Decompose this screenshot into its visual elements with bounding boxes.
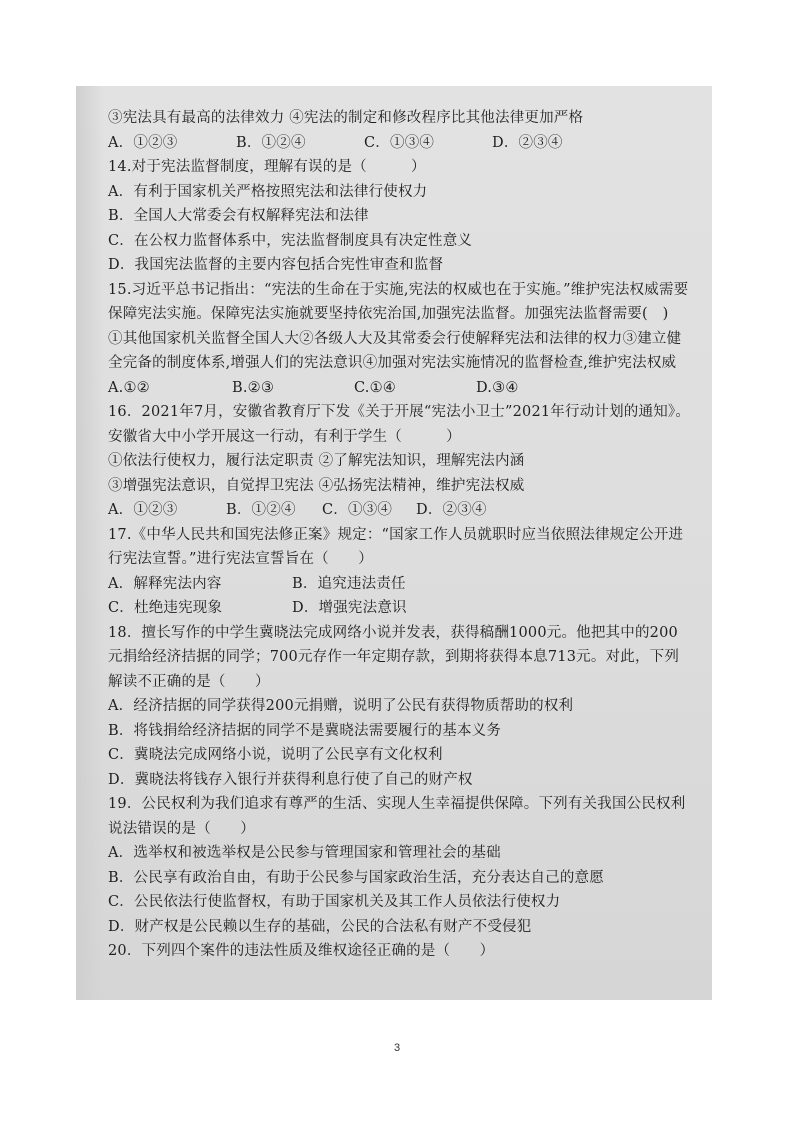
q15-statement-line-2: 全完备的制度体系,增强人们的宪法意识④加强对宪法实施情况的监督检查,维护宪法权威 [108,355,677,371]
q19-option-c: C．公民依法行使监督权，有助于国家机关及其工作人员依法行使权力 [108,894,561,910]
q19-stem-line-1: 19．公民权利为我们追求有尊严的生活、实现人生幸福提供保障。下列有关我国公民权利 [108,796,686,812]
q17-option-d: D．增强宪法意识 [292,600,407,616]
q13-option-b: B．①②④ [236,134,306,151]
q17-options-row-1 [108,572,708,597]
q17-option-b: B．追究违法责任 [292,575,406,592]
q13-option-a: A．①②③ [108,134,178,151]
q15-option-d: D.③④ [476,379,519,396]
q16-option-d: D．②③④ [416,502,487,518]
q18-option-d: D．冀晓法将钱存入银行并获得利息行使了自己的财产权 [108,771,473,788]
page-number: 3 [393,1042,401,1054]
q16-statement-line-2: ③增强宪法意识，自觉捍卫宪法 ④弘扬宪法精神，维护宪法权威 [108,477,525,494]
q16-option-a: A．①②③ [108,502,178,518]
q13-options [108,131,708,156]
q14-option-b: B．全国人大常委会有权解释宪法和法律 [108,208,369,224]
q15-options [108,376,708,401]
q13-option-c: C．①③④ [364,134,435,151]
q13-statement-line: ③宪法具有最高的法律效力 ④宪法的制定和修改程序比其他法律更加严格 [108,110,584,126]
q14-option-d: D．我国宪法监督的主要内容包括合宪性审查和监督 [108,257,444,273]
q16-statement-line-1: ①依法行使权力，履行法定职责 ②了解宪法知识，理解宪法内涵 [108,453,525,469]
q17-stem-line-2: 行宪法宣誓。”进行宪法宣誓旨在（ ） [108,551,373,567]
scanned-page [76,86,712,1000]
q17-option-a: A．解释宪法内容 [108,575,222,592]
q16-options [108,498,708,523]
q15-option-a: A.①② [108,379,150,396]
q18-stem-line-1: 18．擅长写作的中学生冀晓法完成网络小说并发表，获得稿酬1000元。他把其中的200 [108,624,678,641]
q16-stem-line-1: 16．2021年7月，安徽省教育厅下发《关于开展“宪法小卫士”2021年行动计划的通知》。 [108,404,691,420]
q18-option-c: C．冀晓法完成网络小说，说明了公民享有文化权利 [108,747,443,763]
q18-stem-line-3: 解读不正确的是（ ） [108,673,270,690]
q19-option-a: A．选举权和被选举权是公民参与管理国家和管理社会的基础 [108,845,501,861]
q19-option-d: D．财产权是公民赖以生存的基础，公民的合法私有财产不受侵犯 [108,918,532,935]
q18-option-b: B．将钱捐给经济拮据的同学不是冀晓法需要履行的基本义务 [108,722,502,739]
q17-stem-line-1: 17.《中华人民共和国宪法修正案》规定：“国家工作人员就职时应当依照法律规定公开进 [108,526,684,543]
q16-stem-line-2: 安徽省大中小学开展这一行动，有利于学生（ ） [108,428,461,445]
q16-option-c: C．①③④ [322,502,393,518]
q13-option-d: D．②③④ [492,134,563,151]
q18-stem-line-2: 元捐给经济拮据的同学；700元存作一年定期存款，到期将获得本息713元。对此，下列 [108,649,680,665]
q20-stem: 20．下列四个案件的违法性质及维权途径正确的是（ ） [108,943,495,959]
q14-stem: 14.对于宪法监督制度，理解有误的是（ ） [108,159,426,175]
q14-option-c: C．在公权力监督体系中，宪法监督制度具有决定性意义 [108,232,473,249]
exam-content [108,106,708,964]
q17-option-c: C．杜绝违宪现象 [108,600,223,616]
q15-stem-line-1: 15.习近平总书记指出：“宪法的生命在于实施,宪法的权威也在于实施。”维护宪法权威需要 [108,281,689,298]
q16-option-b: B．①②④ [226,502,296,518]
q19-stem-line-2: 说法错误的是（ ） [108,820,255,837]
q17-options-row-2 [108,596,708,621]
q15-option-c: C.①④ [354,379,396,396]
q15-statement-line-1: ①其他国家机关监督全国人大②各级人大及其常委会行使解释宪法和法律的权力③建立健 [108,330,682,347]
q19-option-b: B．公民享有政治自由，有助于公民参与国家政治生活，充分表达自己的意愿 [108,869,604,886]
q15-option-b: B.②③ [232,379,275,396]
q14-option-a: A．有利于国家机关严格按照宪法和法律行使权力 [108,183,428,200]
q15-stem-line-2: 保障宪法实施。保障宪法实施就要坚持依宪治国,加强宪法监督。加强宪法监督需要( ) [108,306,669,322]
q18-option-a: A．经济拮据的同学获得200元捐赠，说明了公民有获得物质帮助的权利 [108,698,574,714]
